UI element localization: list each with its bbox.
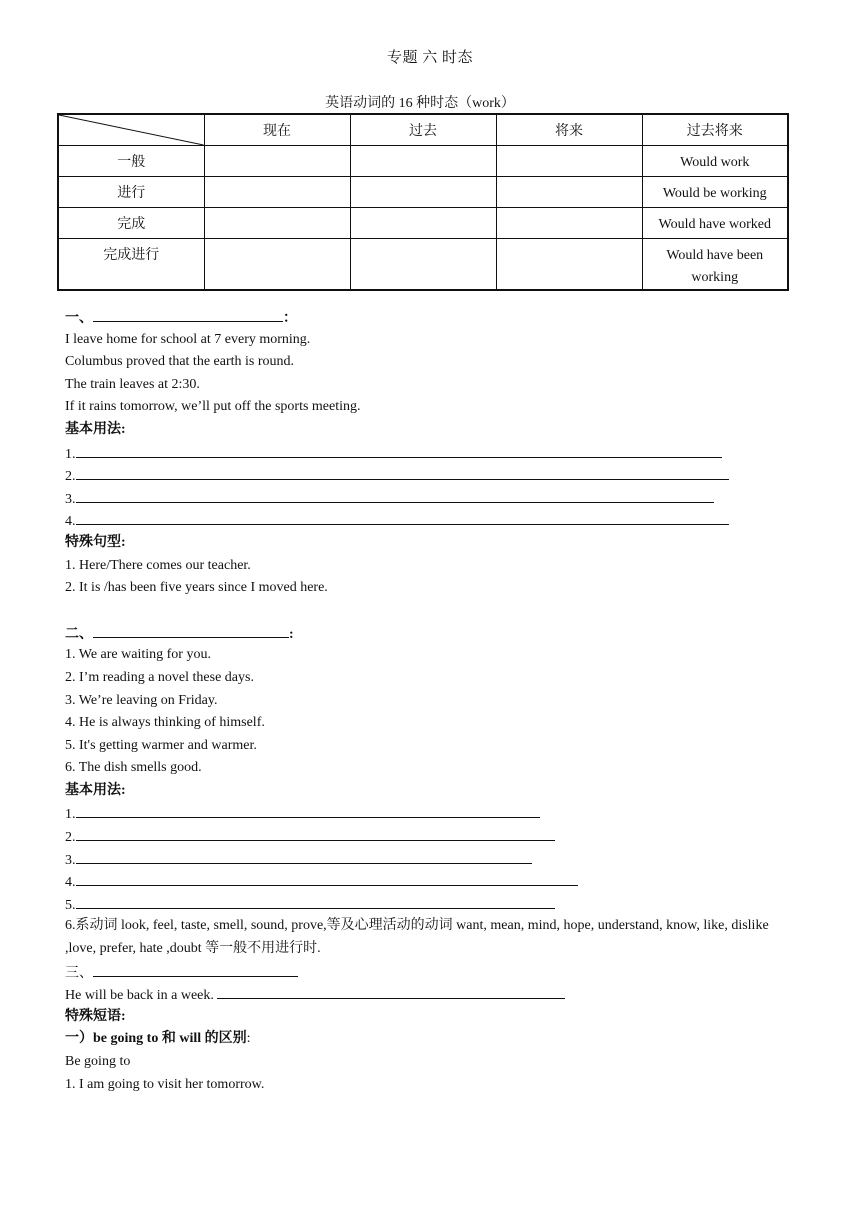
row-label: 完成 (58, 208, 204, 239)
fill-line: 5. (65, 893, 795, 916)
example-sentence: The train leaves at 2:30. (65, 376, 200, 392)
answer-blank[interactable] (76, 870, 578, 886)
row-label: 完成进行 (58, 239, 204, 291)
special-sentence: 2. It is /has been five years since I moved here. (65, 580, 328, 596)
fill-line: 2. (65, 825, 795, 848)
answer-blank[interactable] (76, 442, 722, 458)
table-cell: Would work (642, 146, 788, 177)
table-cell (350, 208, 496, 239)
col-header: 过去 (350, 114, 496, 146)
heading-blank[interactable] (93, 306, 283, 322)
table-cell (204, 239, 350, 291)
special-sentence: 1. Here/There comes our teacher. (65, 557, 251, 573)
table-row (58, 208, 788, 239)
answer-blank[interactable] (76, 509, 729, 525)
table-row (58, 146, 788, 177)
table-cell (204, 146, 350, 177)
example-sentence: If it rains tomorrow, we’ll put off the sports meeting. (65, 399, 361, 415)
fill-line: 4. (65, 870, 795, 893)
row-label: 一般 (58, 146, 204, 177)
table-row (58, 177, 788, 208)
answer-blank[interactable] (76, 802, 540, 818)
table-cell (496, 208, 642, 239)
table-cell (350, 177, 496, 208)
table-row (58, 239, 788, 291)
fill-line: 2. (65, 464, 795, 487)
table-cell (350, 239, 496, 291)
section1-heading: 一、 ： (65, 306, 795, 329)
table-cell: Would have worked (642, 208, 788, 239)
answer-blank[interactable] (76, 848, 532, 864)
heading-blank[interactable] (93, 622, 289, 638)
usage-label: 基本用法: (65, 782, 126, 798)
example-sentence: Columbus proved that the earth is round. (65, 354, 295, 370)
table-header-row (58, 114, 788, 146)
usage-label: 基本用法: (65, 421, 126, 437)
example-sentence: 3. We’re leaving on Friday. (65, 692, 218, 708)
col-header: 将来 (496, 114, 642, 146)
example-sentence: 2. I’m reading a novel these days. (65, 669, 254, 685)
fill-line: 1. (65, 442, 795, 465)
col-header: 现在 (204, 114, 350, 146)
table-caption: 英语动词的 16 种时态（work） (325, 96, 515, 111)
answer-blank[interactable] (217, 983, 565, 999)
fill-line: 3. (65, 487, 795, 510)
table-cell (350, 146, 496, 177)
sub-title: Be going to (65, 1054, 131, 1069)
example-sentence: 1. I am going to visit her tomorrow. (65, 1076, 265, 1092)
page-title: 专题 六 时态 (386, 50, 473, 66)
table-cell (204, 208, 350, 239)
note-paragraph: 6.系动词 look, feel, taste, smell, sound, prove,等及心理活动的动词 want, mean, mind, hope, understand, know, like, dislike ,love, prefer, hate ,doubt 等一般不用进行时. (65, 918, 769, 957)
answer-blank[interactable] (76, 464, 729, 480)
tense-table (57, 113, 789, 291)
col-header: 过去将来 (642, 114, 788, 146)
row-label: 进行 (58, 177, 204, 208)
diagonal-header-cell (58, 114, 204, 146)
section2-heading: 二、 : (65, 622, 795, 645)
table-cell: Would be working (642, 177, 788, 208)
example-sentence: 4. He is always thinking of himself. (65, 715, 265, 731)
table-cell (496, 146, 642, 177)
answer-blank[interactable] (76, 487, 714, 503)
section3-heading: 三、 (65, 961, 795, 984)
diagonal-line (59, 115, 204, 145)
example-sentence: 6. The dish smells good. (65, 760, 202, 776)
fill-line: 3. (65, 848, 795, 871)
fill-line: He will be back in a week. (65, 983, 795, 1006)
answer-blank[interactable] (76, 893, 555, 909)
phrases-label: 特殊短语: (65, 1008, 126, 1024)
table-cell (496, 239, 642, 291)
example-sentence: I leave home for school at 7 every morning. (65, 331, 311, 347)
table-cell (496, 177, 642, 208)
special-label: 特殊句型: (65, 534, 126, 550)
sub-heading: 一）be going to 和 will 的区别: (65, 1031, 251, 1047)
document-body (65, 306, 795, 1096)
fill-line: 4. (65, 509, 795, 532)
table-cell (204, 177, 350, 208)
fill-line: 1. (65, 802, 795, 825)
heading-blank[interactable] (93, 961, 298, 977)
example-sentence: 1. We are waiting for you. (65, 647, 211, 663)
table-cell: Would have been working (642, 239, 788, 291)
answer-blank[interactable] (76, 825, 555, 841)
example-sentence: 5. It's getting warmer and warmer. (65, 737, 257, 753)
